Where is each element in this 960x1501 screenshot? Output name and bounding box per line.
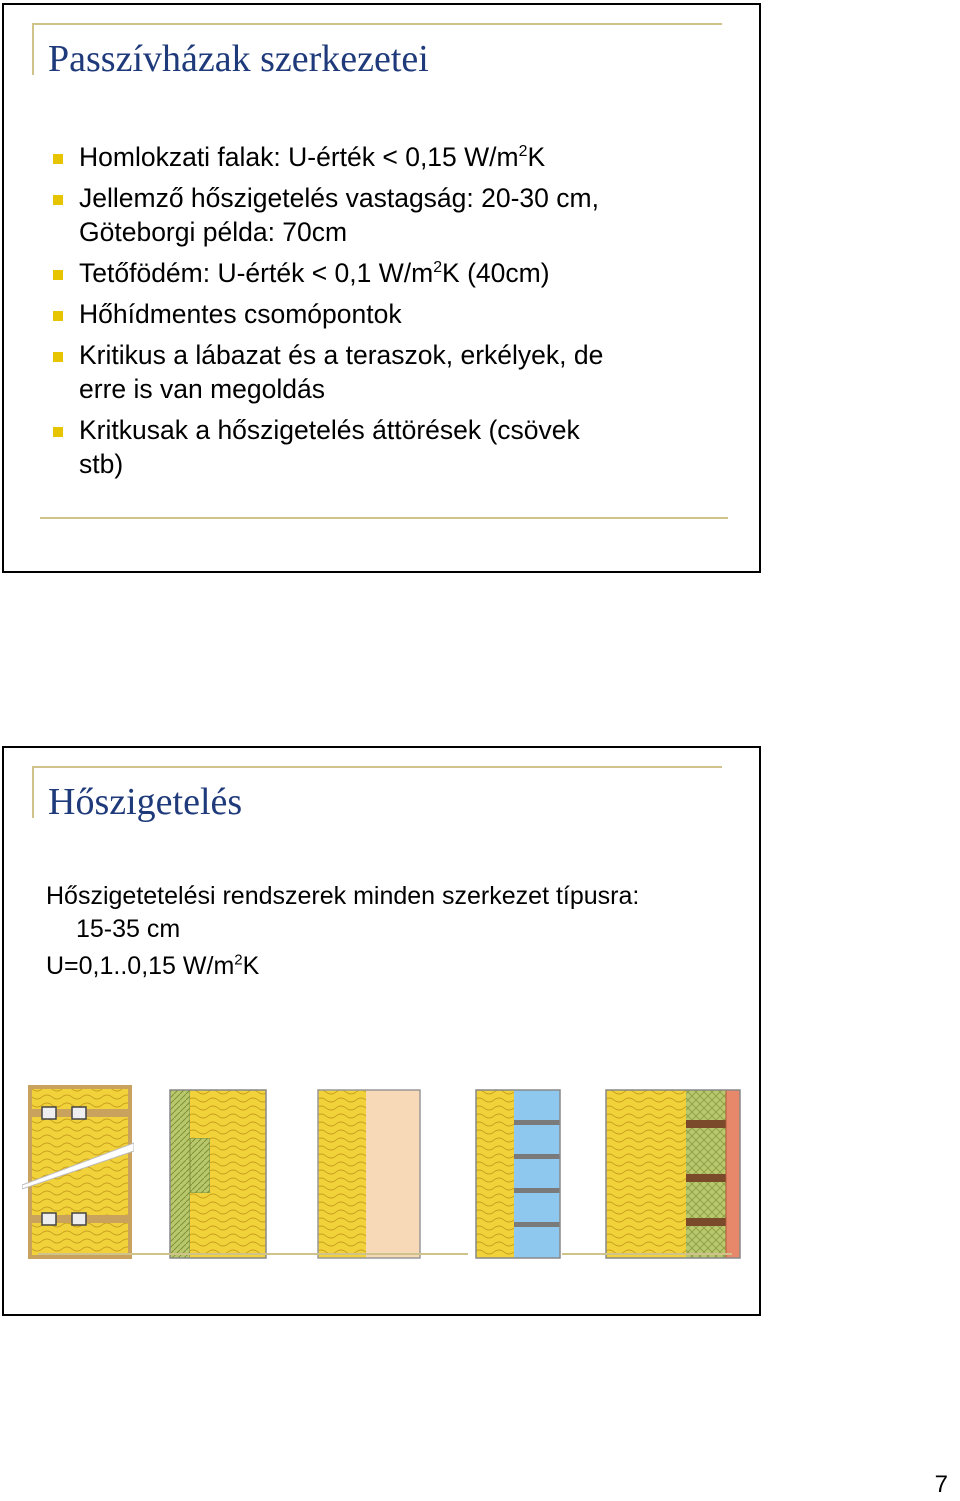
slide-2-body <box>46 880 736 983</box>
title-rule-vertical <box>32 766 34 818</box>
title-rule <box>32 766 722 768</box>
insulation-wall-5 <box>604 1088 742 1260</box>
bullet-item: Kritikus a lábazat és a teraszok, erkélyek, de erre is van megoldás <box>48 338 728 406</box>
title-rule <box>32 23 722 25</box>
bullet-item: Kritkusak a hőszigetelés áttörések (csövek stb) <box>48 413 728 481</box>
bullet-square-icon <box>53 427 63 437</box>
insulation-wall-1 <box>22 1085 134 1260</box>
bullet-item: Jellemző hőszigetelés vastagság: 20-30 cm, Göteborgi példa: 70cm <box>48 181 728 249</box>
body-line: Hőszigetetelési rendszerek minden szerkezet típusra: 15-35 cm <box>46 882 640 943</box>
insulation-wall-4 <box>474 1088 562 1260</box>
page-number: 7 <box>934 1471 948 1498</box>
bullet-square-icon <box>53 270 63 280</box>
diagram-rule <box>562 1253 732 1255</box>
bullet-item: Homlokzati falak: U-érték < 0,15 $W/m^2K$ <box>48 140 728 174</box>
bullet-list <box>48 140 728 488</box>
insulation-wall-2 <box>168 1088 268 1260</box>
bullet-item: Tetőfödém: U-érték < 0,1 $W/m^2K$ (40cm) <box>48 256 728 290</box>
bullet-square-icon <box>53 154 63 164</box>
bullet-square-icon <box>53 311 63 321</box>
title-rule-vertical <box>32 23 34 75</box>
body-line: U=0,1..0,15 $W/m^2K$ <box>46 951 260 980</box>
bullet-square-icon <box>53 195 63 205</box>
insulation-wall-3 <box>316 1088 422 1260</box>
bullet-item: Hőhídmentes csomópontok <box>48 297 728 331</box>
slide-1 <box>2 3 761 573</box>
slide-title: Hőszigetelés <box>48 781 243 823</box>
slide-title: Passzívházak szerkezetei <box>48 38 429 80</box>
bullet-square-icon <box>53 352 63 362</box>
diagram-rule <box>38 1253 468 1255</box>
bottom-rule <box>40 517 728 519</box>
